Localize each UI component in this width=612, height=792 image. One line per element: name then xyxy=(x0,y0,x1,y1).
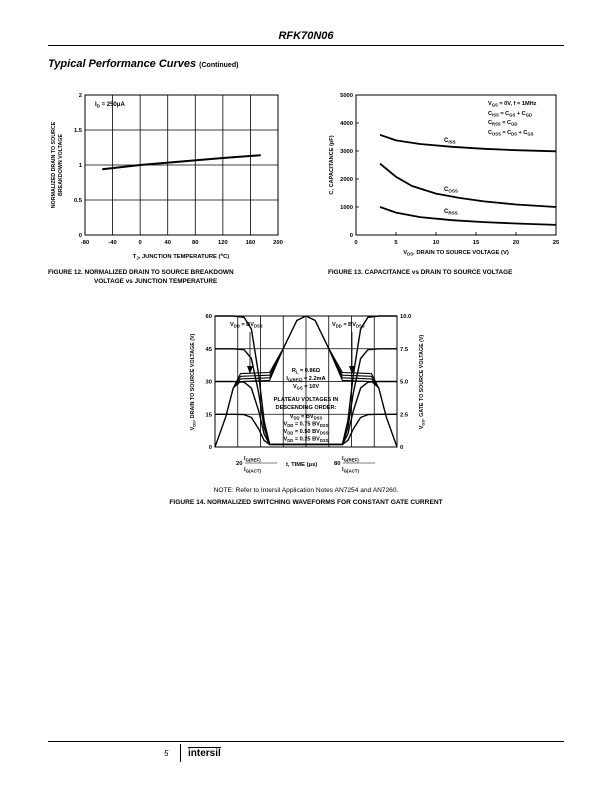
figure-13-x-tick-label: 15 xyxy=(472,240,480,246)
figure-12-x-axis-label: $T_J$, JUNCTION TEMPERATURE ($^o$C) xyxy=(132,252,230,261)
figure-14-left-tick-label: 60 xyxy=(205,314,212,320)
figure-14-frame xyxy=(215,316,397,447)
figure-12-bvdss-line xyxy=(102,155,261,169)
figure-13-tick-labels xyxy=(340,93,560,246)
figure-12-y-axis-label-line2: BREAKDOWN VOLTAGE xyxy=(58,134,64,196)
figure-14-plateau-line: $V_{DD} = 0.75$ $BV_{DSS}$ xyxy=(283,421,329,428)
figure-13-x-tick-label: 10 xyxy=(432,240,440,246)
svg-text:IG(ACT): $I_{G(ACT)}$ xyxy=(342,467,359,474)
figure-12-caption-line2: VOLTAGE vs JUNCTION TEMPERATURE xyxy=(94,278,218,285)
figure-14-vgs-waveform xyxy=(215,316,397,447)
figure-14-vdd-label-left: $V_{DD} = BV_{DSS}$ xyxy=(230,322,263,329)
figure-14-vds-waveform xyxy=(215,382,397,445)
figure-13-crss-curve xyxy=(380,207,556,225)
figure-14-waveforms xyxy=(215,316,397,447)
figure-14-vgs-waveform xyxy=(215,316,397,447)
figure-14-caption: FIGURE 14. NORMALIZED SWITCHING WAVEFORMS FOR CONSTANT GATE CURRENT xyxy=(169,499,443,506)
figure-14-note: NOTE: Refer to Intersil Application Notes AN7254 and AN7260. xyxy=(213,487,399,494)
figure-12-y-tick-label: 1 xyxy=(78,163,82,169)
figure-14-vgs-waveform xyxy=(215,316,397,447)
page-number: 5 xyxy=(164,749,169,758)
figure-14-left-tick-label: 15 xyxy=(205,412,212,419)
figure-14-tick-labels xyxy=(206,314,412,451)
figure-13-x-tick-label: 20 xyxy=(512,240,520,246)
figure-14-plateau-title-2: DESCENDING ORDER: xyxy=(275,405,337,411)
figure-13-coss-label: $C_{OSS}$ xyxy=(444,187,458,194)
figure-14-right-tick-label: 2.5 xyxy=(400,412,409,419)
figure-13-legend-line-4: $C_{OSS} \approx C_{DS} + C_{GS}$ xyxy=(488,130,534,137)
figure-12-caption-line1: FIGURE 12. NORMALIZED DRAIN TO SOURCE BREAKDOWN xyxy=(48,269,234,276)
figure-14-conditions xyxy=(286,368,325,391)
figure-12-y-tick-label: 2 xyxy=(78,93,82,99)
figure-13-y-tick-label: 5000 xyxy=(340,93,353,99)
figure-14-grid xyxy=(215,316,397,447)
figure-14-time-marker-2 xyxy=(334,456,375,474)
figure-14-plateau-line: $V_{DD} = 0.25$ $BV_{DSS}$ xyxy=(283,436,329,443)
figure-12-x-tick-label: 0 xyxy=(138,240,142,246)
svg-text:80: 80 xyxy=(334,461,341,467)
figure-13-ciss-label: $C_{ISS}$ xyxy=(444,138,456,145)
figure-14-plateau-line: $V_{DD} = BV_{DSS}$ xyxy=(289,414,323,421)
figure-13-y-tick-label: 1000 xyxy=(340,205,353,211)
figure-13-y-tick-label: 2000 xyxy=(340,177,353,183)
figure-12-series xyxy=(102,155,261,169)
figure-12-x-tick-label: 80 xyxy=(192,240,199,246)
figure-13-y-tick-label: 4000 xyxy=(340,121,353,127)
figure-13-y-tick-label: 0 xyxy=(349,233,353,239)
figure-14-x-axis-label: t, TIME (μs) xyxy=(286,462,318,468)
figure-13-legend-line-2: $C_{ISS} = C_{GS} + C_{GD}$ xyxy=(488,111,532,118)
figure-14-plateau-title-1: PLATEAU VOLTAGES IN xyxy=(273,397,339,403)
figure-14-right-tick-label: 10.0 xyxy=(400,314,412,320)
figure-13-legend-line-3: $C_{RSS} = C_{GD}$ xyxy=(488,120,518,127)
figure-14-plateau-line: $V_{DD} = 0.50$ $BV_{DSS}$ xyxy=(283,429,329,436)
figure-12-grid xyxy=(85,95,278,235)
figure-14-vgs-waveform xyxy=(215,316,397,447)
figure-14-right-axis-label: $V_{GS}$, GATE TO SOURCE VOLTAGE (V) xyxy=(419,334,426,430)
figure-14-right-tick-label: 5.0 xyxy=(400,379,409,386)
svg-text:20: 20 xyxy=(236,461,243,467)
figure-13-caption: FIGURE 13. CAPACITANCE vs DRAIN TO SOURCE VOLTAGE xyxy=(328,269,513,276)
footer-rule xyxy=(48,741,564,742)
figure-12-caption xyxy=(48,268,308,286)
figure-14-left-tick-label: 30 xyxy=(205,379,212,386)
figure-12-x-tick-label: 200 xyxy=(273,240,283,246)
figure-13-y-tick-label: 3000 xyxy=(340,149,353,155)
figure-13-x-axis-label: $V_{DS}$, DRAIN TO SOURCE VOLTAGE (V) xyxy=(403,250,509,257)
figure-13-y-axis-label: C, CAPACITANCE (pF) xyxy=(329,135,335,195)
figure-14-condition-line: $V_{GS} = 10V$ xyxy=(292,384,320,391)
page-header-part-number: RFK70N06 xyxy=(278,30,334,42)
figure-12-y-tick-label: 0.5 xyxy=(73,198,82,204)
svg-text:IG(ACT): $I_{G(ACT)}$ xyxy=(244,467,261,474)
figure-13-crss-label: $C_{RSS}$ xyxy=(444,209,458,216)
figure-14-left-tick-label: 45 xyxy=(205,346,212,353)
figure-14-vdd-label-right: $V_{DD} = BV_{DSS}$ xyxy=(332,322,365,329)
figure-14-plateau-list xyxy=(283,414,328,443)
figure-14-condition-line: $I_{G(REF)} = 2.2mA$ xyxy=(286,376,326,383)
figure-12-y-tick-label: 1.5 xyxy=(73,128,82,134)
figure-14-left-axis-label: $V_{DS}$, DRAIN TO SOURCE VOLTAGE (V) xyxy=(190,333,197,431)
figure-13-legend xyxy=(488,101,537,137)
figure-12-x-tick-label: -40 xyxy=(108,240,117,246)
figure-14-right-tick-label: 7.5 xyxy=(400,346,409,353)
figure-14-condition-line: $R_L = 0.86\Omega$ xyxy=(291,368,321,375)
intersil-logo: intersil xyxy=(188,748,221,759)
figure-14-vds-waveform xyxy=(215,316,397,444)
figure-13-x-tick-label: 5 xyxy=(394,240,398,246)
figure-12-x-tick-label: 120 xyxy=(218,240,228,246)
figure-14-right-tick-label: 0 xyxy=(400,445,404,451)
figure-12-y-tick-label: 0 xyxy=(78,233,82,239)
header-rule xyxy=(48,45,564,46)
figure-14-time-marker-1 xyxy=(236,456,277,474)
figure-12-x-tick-label: 160 xyxy=(245,240,256,246)
figure-12-id-annotation: $I_D = 250\mu A$ xyxy=(95,102,125,109)
figure-12-tick-labels xyxy=(74,93,283,246)
figure-14-vds-waveform xyxy=(215,414,397,444)
figure-13-coss-curve xyxy=(380,164,556,207)
figure-13-x-tick-label: 25 xyxy=(552,240,560,246)
figure-13-series xyxy=(380,135,556,225)
figure-12-y-axis-label-line1: NORMALIZED DRAIN TO SOURCE xyxy=(51,121,57,209)
figure-13-ciss-curve xyxy=(380,135,556,152)
footer-separator xyxy=(180,744,181,762)
figure-12-x-tick-label: -80 xyxy=(80,240,90,246)
figure-14-left-tick-label: 0 xyxy=(208,445,212,451)
svg-text:IG(REF): $I_{G(REF)}$ xyxy=(244,456,261,463)
section-title xyxy=(48,58,238,70)
figure-13-x-tick-label: 0 xyxy=(354,240,358,246)
figure-14-vds-waveform xyxy=(215,349,397,445)
figure-13-frame xyxy=(356,95,556,235)
section-subtitle: (Continued) xyxy=(199,62,239,69)
figure-12-x-tick-label: 40 xyxy=(164,240,171,246)
figure-12-frame xyxy=(85,95,278,235)
figure-13-legend-line-1: $V_{GS} = 0V$, f = 1MHz xyxy=(488,101,537,108)
svg-text:IG(REF): $I_{G(REF)}$ xyxy=(342,456,359,463)
section-title-text: Typical Performance Curves xyxy=(48,58,197,70)
